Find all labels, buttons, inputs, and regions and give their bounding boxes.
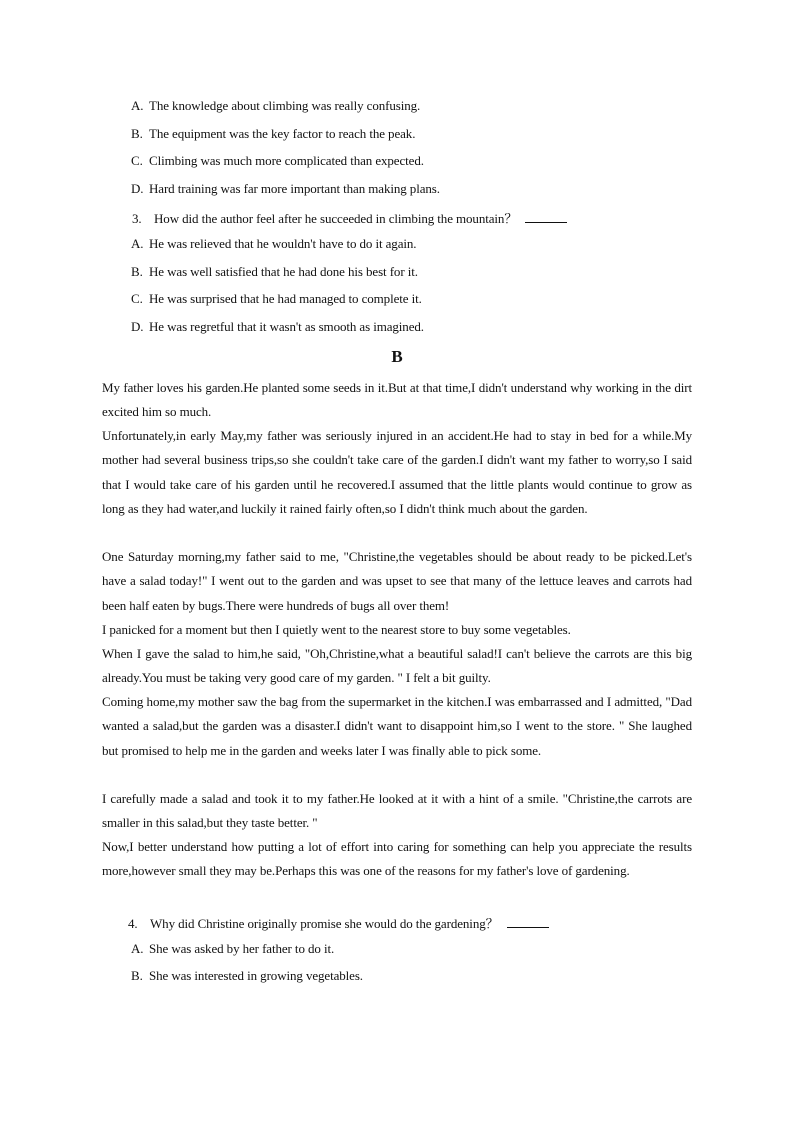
passage-paragraph-4: I panicked for a moment but then I quietly went to the nearest store to buy some vegetables. <box>102 622 571 637</box>
q2-option-b: B. The equipment was the key factor to reach the peak. <box>131 126 416 141</box>
answer-blank <box>507 917 549 928</box>
q3-option-d: D. He was regretful that it wasn't as smooth as imagined. <box>131 319 424 334</box>
q2-option-a: A. The knowledge about climbing was really confusing. <box>131 98 421 113</box>
q3-option-b: B. He was well satisfied that he had done his best for it. <box>131 264 418 279</box>
passage-paragraph-8: Now,I better understand how putting a lot of effort into caring for something can help you appreciate the results more,however small they may be.Perhaps this was one of the reasons for my father's love of gardening. <box>102 839 692 879</box>
q4-option-a: A. She was asked by her father to do it. <box>131 941 335 956</box>
section-title: B <box>391 347 403 366</box>
q2-option-c: C. Climbing was much more complicated than expected. <box>131 153 424 168</box>
passage-paragraph-6: Coming home,my mother saw the bag from the supermarket in the kitchen.I was embarrassed and I admitted, "Dad wanted a salad,but the garden was a disaster.I didn't want to disappoint him,so I went to the store. " She laughed but promised to help me in the garden and weeks later I was finally able to pick some. <box>102 694 692 758</box>
q2-option-d: D. Hard training was far more important than making plans. <box>131 181 440 196</box>
q3-option-c: C. He was surprised that he had managed to complete it. <box>131 291 422 306</box>
answer-blank <box>525 212 567 223</box>
q3-stem: 3. How did the author feel after he succeeded in climbing the mountain？ <box>132 208 567 227</box>
q4-stem: 4. Why did Christine originally promise she would do the gardening？ <box>128 913 549 932</box>
passage-paragraph-7: I carefully made a salad and took it to my father.He looked at it with a hint of a smile. "Christine,the carrots are smaller in this salad,but they taste better. " <box>102 791 692 831</box>
q4-option-b: B. She was interested in growing vegetables. <box>131 968 363 983</box>
passage-paragraph-1: My father loves his garden.He planted some seeds in it.But at that time,I didn't understand why working in the dirt excited him so much. <box>102 380 692 420</box>
passage-paragraph-3: One Saturday morning,my father said to me, "Christine,the vegetables should be about ready to be picked.Let's have a salad today!" I went out to the garden and was upset to see that many of the lettuce leaves and carrots had been half eaten by bugs.There were hundreds of bugs all over them! <box>102 549 692 613</box>
q3-option-a: A. He was relieved that he wouldn't have to do it again. <box>131 236 417 251</box>
passage-paragraph-5: When I gave the salad to him,he said, "Oh,Christine,what a beautiful salad!I can't believe the carrots are this big already.You must be taking very good care of my garden. " I felt a bit guilty. <box>102 646 692 686</box>
passage-paragraph-2: Unfortunately,in early May,my father was seriously injured in an accident.He had to stay in bed for a while.My mother had several business trips,so she couldn't take care of the garden.I didn't want my father to worry,so I said that I would take care of his garden until he recovered.I assumed that the little plants would continue to grow as long as they had water,and luckily it rained fairly often,so I didn't think much about the garden. <box>102 428 692 516</box>
